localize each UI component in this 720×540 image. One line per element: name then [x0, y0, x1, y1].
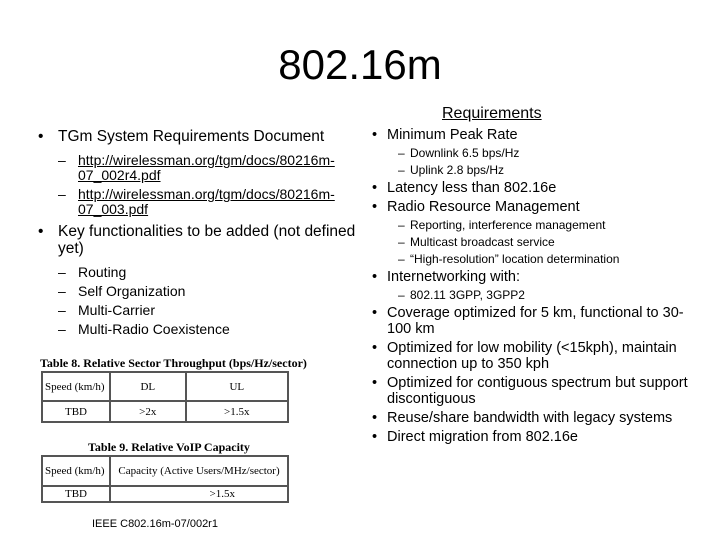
requirement-text: Direct migration from 802.16e: [387, 429, 578, 445]
requirement-text: Latency less than 802.16e: [387, 180, 557, 196]
requirement-subitem-text: Multicast broadcast service: [410, 235, 555, 249]
requirements-heading: Requirements: [442, 105, 542, 122]
requirement-item: [372, 340, 702, 372]
document-id-footer: IEEE C802.16m-07/002r1: [92, 518, 218, 530]
table-header-cell: DL: [110, 372, 186, 401]
bullet-dot-icon: •: [372, 127, 378, 143]
list-item: [38, 284, 358, 299]
bullet-text: TGm System Requirements Document: [58, 128, 325, 145]
list-item: [38, 303, 358, 318]
bullet-system-requirements: [38, 128, 358, 145]
table-header-cell: Speed (km/h): [42, 372, 110, 401]
dash-icon: –: [398, 163, 405, 177]
bullet-dot-icon: •: [372, 199, 378, 215]
bullet-dot-icon: •: [38, 223, 44, 240]
list-item-text: Multi-Radio Coexistence: [78, 321, 230, 337]
requirement-item: [372, 269, 702, 285]
requirement-item: [372, 375, 702, 407]
requirement-text: Reuse/share bandwidth with legacy systems: [387, 410, 673, 426]
table-header-cell: Speed (km/h): [42, 456, 110, 486]
requirement-item: [372, 199, 702, 215]
slide-title: 802.16m: [278, 41, 442, 88]
dash-icon: –: [58, 186, 66, 202]
dash-icon: –: [58, 283, 66, 299]
requirement-subitem: [372, 218, 702, 232]
bullet-dot-icon: •: [38, 128, 44, 145]
requirement-text: Radio Resource Management: [387, 199, 580, 215]
list-item-text: Multi-Carrier: [78, 302, 155, 318]
dash-icon: –: [398, 218, 405, 232]
list-item-text: Routing: [78, 264, 127, 280]
table9: [41, 455, 289, 503]
table-header-cell: Capacity (Active Users/MHz/sector): [110, 456, 288, 486]
table-cell: >1.5x: [186, 401, 288, 422]
table-cell: TBD: [42, 486, 110, 502]
requirement-subitem-text: Reporting, interference management: [410, 218, 606, 232]
requirement-subitem-text: “High-resolution” location determination: [410, 252, 620, 266]
requirement-text: Minimum Peak Rate: [387, 127, 518, 143]
requirement-subitem: [372, 163, 702, 177]
bullet-dot-icon: •: [372, 305, 378, 321]
requirement-subitem-text: 802.11 3GPP, 3GPP2: [410, 288, 525, 302]
right-column: [372, 127, 702, 448]
bullet-dot-icon: •: [372, 375, 378, 391]
bullet-dot-icon: •: [372, 180, 378, 196]
link-item[interactable]: [38, 153, 358, 183]
dash-icon: –: [398, 235, 405, 249]
requirement-item: [372, 410, 702, 426]
requirement-subitem-text: Uplink 2.8 bps/Hz: [410, 163, 505, 177]
table-cell: >2x: [110, 401, 186, 422]
dash-icon: –: [398, 252, 405, 266]
requirement-item: [372, 305, 702, 337]
list-item: [38, 265, 358, 280]
bullet-dot-icon: •: [372, 410, 378, 426]
requirement-item: [372, 180, 702, 196]
dash-icon: –: [58, 302, 66, 318]
requirement-text: Coverage optimized for 5 km, functional to 30-100 km: [387, 305, 684, 337]
bullet-dot-icon: •: [372, 340, 378, 356]
dash-icon: –: [58, 152, 66, 168]
requirement-subitem: [372, 235, 702, 249]
dash-icon: –: [398, 288, 405, 302]
dash-icon: –: [58, 321, 66, 337]
list-item: [38, 322, 358, 337]
list-item-text: Self Organization: [78, 283, 186, 299]
table8-caption: Table 8. Relative Sector Throughput (bps/Hz/sector): [40, 356, 307, 370]
requirement-item: [372, 429, 702, 445]
table8: [41, 371, 289, 423]
dash-icon: –: [58, 264, 66, 280]
link-item[interactable]: [38, 187, 358, 217]
requirements-link-1[interactable]: http://wirelessman.org/tgm/docs/80216m-07_002r4.pdf: [78, 152, 335, 183]
table9-caption: Table 9. Relative VoIP Capacity: [88, 440, 250, 454]
bullet-text: Key functionalities to be added (not defined yet): [58, 223, 356, 257]
bullet-key-functionalities: [38, 223, 358, 257]
requirement-text: Optimized for contiguous spectrum but support discontiguous: [387, 375, 688, 407]
requirement-subitem: [372, 252, 702, 266]
table-cell: TBD: [42, 401, 110, 422]
bullet-dot-icon: •: [372, 429, 378, 445]
requirement-subitem: [372, 146, 702, 160]
requirement-item: [372, 127, 702, 143]
table-cell: >1.5x: [110, 486, 288, 502]
requirement-subitem: [372, 288, 702, 302]
requirement-subitem-text: Downlink 6.5 bps/Hz: [410, 146, 520, 160]
bullet-dot-icon: •: [372, 269, 378, 285]
dash-icon: –: [398, 146, 405, 160]
left-column: [38, 128, 358, 341]
requirement-text: Optimized for low mobility (<15kph), maintain connection up to 350 kph: [387, 340, 677, 372]
table-header-cell: UL: [186, 372, 288, 401]
requirements-link-2[interactable]: http://wirelessman.org/tgm/docs/80216m-07_003.pdf: [78, 186, 335, 217]
requirement-text: Internetworking with:: [387, 269, 520, 285]
